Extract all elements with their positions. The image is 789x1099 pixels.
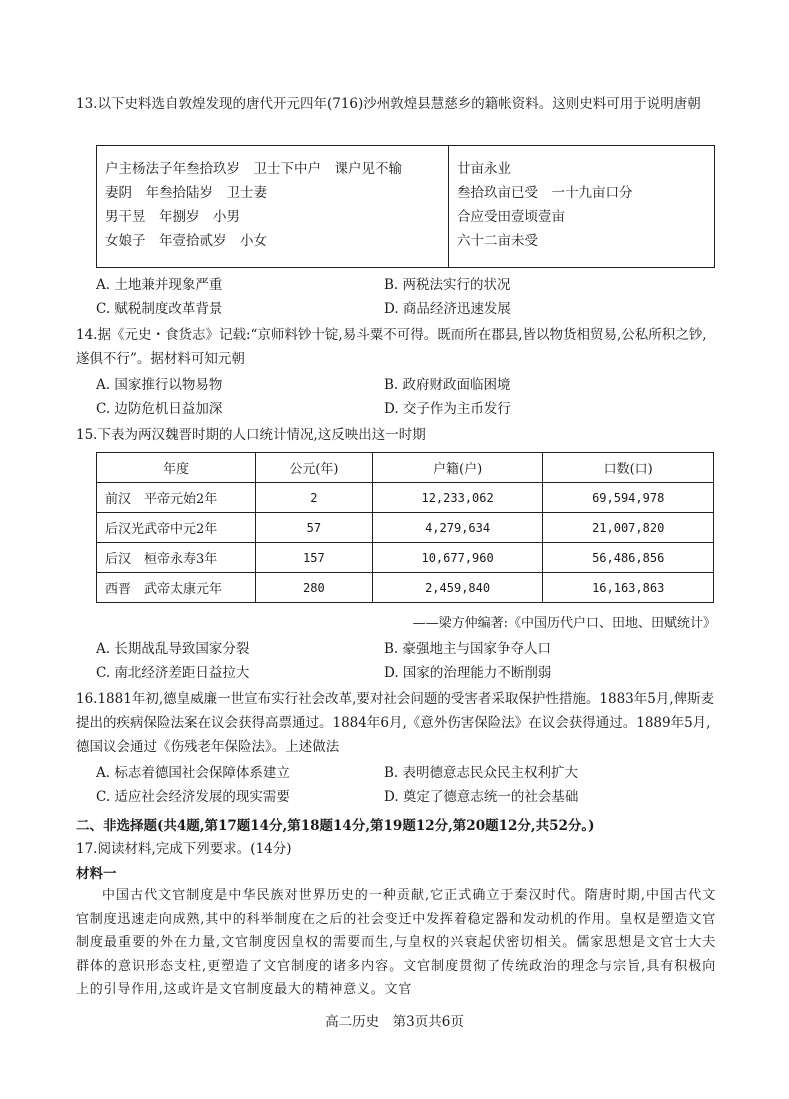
option-d[interactable]: D. 奠定了德意志统一的社会基础 bbox=[384, 789, 579, 805]
cell-households: 12,233,062 bbox=[372, 483, 543, 513]
cell-ad: 280 bbox=[256, 573, 373, 603]
option-a[interactable]: A. 国家推行以物易物 bbox=[96, 377, 223, 393]
table-row bbox=[97, 573, 714, 603]
question-14-stem: 14.据《元史・食货志》记载:“京师料钞十锭,易斗粟不可得。既而所在郡县,皆以物货相贸易,公私所积之钞,遂俱不行”。据材料可知元朝 bbox=[76, 327, 707, 367]
cell-population: 69,594,978 bbox=[543, 483, 714, 513]
option-b[interactable]: B. 政府财政面临困境 bbox=[384, 377, 511, 393]
question-15-stem: 15.下表为两汉魏晋时期的人口统计情况,这反映出这一时期 bbox=[76, 427, 426, 443]
population-table bbox=[96, 452, 714, 603]
cell-households: 4,279,634 bbox=[372, 513, 543, 543]
cell-ad: 157 bbox=[256, 543, 373, 573]
material-passage: 中国古代文官制度是中华民族对世界历史的一种贡献,它正式确立于秦汉时代。隋唐时期,中国古代文官制度迅速走向成熟,其中的科举制度在之后的社会变迁中发挥着稳定器和发动机的作用。皇权是塑造文官制度最重要的外在力量,文官制度因皇权的需要而生,与皇权的兴衰起伏密切相关。儒家思想是文官士大夫群体的意识形态支柱,更塑造了文官制度的诸多内容。文官制度贯彻了传统政治的理念与宗旨,具有积极向上的引导作用,这或许是文官制度最大的精神意义。文官 bbox=[76, 888, 716, 998]
option-d[interactable]: D. 商品经济迅速发展 bbox=[384, 301, 511, 317]
cell-population: 56,486,856 bbox=[543, 543, 714, 573]
cell-year: 西晋 武帝太康元年 bbox=[97, 573, 256, 603]
page-footer: 高二历史 第3页共6页 bbox=[325, 1014, 464, 1030]
record-line: 妻阴 年叁拾陆岁 卫士妻 bbox=[105, 185, 267, 201]
question-16-options bbox=[96, 761, 716, 809]
option-a[interactable]: A. 土地兼并现象严重 bbox=[96, 277, 223, 293]
cell-households: 2,459,840 bbox=[372, 573, 543, 603]
cell-year: 后汉 桓帝永寿3年 bbox=[97, 543, 256, 573]
option-a[interactable]: A. 标志着德国社会保障体系建立 bbox=[96, 765, 290, 781]
record-line: 叁拾玖亩已受 一十九亩口分 bbox=[457, 185, 633, 201]
option-a[interactable]: A. 长期战乱导致国家分裂 bbox=[96, 641, 250, 657]
question-13-stem: 13.以下史料选自敦煌发现的唐代开元四年(716)沙州敦煌县慧慈乡的籍帐资料。这则史料可用于说明唐朝 bbox=[76, 96, 701, 112]
option-c[interactable]: C. 赋税制度改革背景 bbox=[96, 301, 223, 317]
table-source-citation: ——梁方仲编著:《中国历代户口、田地、田赋统计》 bbox=[412, 616, 716, 631]
record-line: 户主杨法子年叁拾玖岁 卫士下中户 课户见不输 bbox=[105, 161, 402, 177]
option-b[interactable]: B. 两税法实行的状况 bbox=[384, 277, 511, 293]
record-line: 男干昱 年捌岁 小男 bbox=[105, 209, 240, 225]
land-allocation-column bbox=[449, 146, 714, 267]
table-row bbox=[97, 513, 714, 543]
question-16-stem: 16.1881年初,德皇威廉一世宣布实行社会改革,要对社会问题的受害者采取保护性措施。1883年5月,俾斯麦提出的疾病保险法案在议会获得高票通过。1884年6月,《意外伤害保险法》在议会获得通过。1889年5月,德国议会通过《伤残老年保险法》。上述做法 bbox=[76, 691, 715, 755]
option-c[interactable]: C. 边防危机日益加深 bbox=[96, 401, 223, 417]
census-record-box bbox=[96, 145, 715, 268]
option-b[interactable]: B. 表明德意志民众民主权利扩大 bbox=[384, 765, 579, 781]
material-label: 材料一 bbox=[76, 866, 117, 882]
section-heading: 二、非选择题(共4题,第17题14分,第18题14分,第19题12分,第20题12分,共52分。) bbox=[76, 818, 595, 834]
cell-year: 前汉 平帝元始2年 bbox=[97, 483, 256, 513]
household-members-column bbox=[97, 146, 449, 267]
option-b[interactable]: B. 豪强地主与国家争夺人口 bbox=[384, 641, 552, 657]
table-row bbox=[97, 543, 714, 573]
record-line: 女娘子 年壹拾贰岁 小女 bbox=[105, 233, 267, 249]
option-d[interactable]: D. 国家的治理能力不断削弱 bbox=[384, 665, 552, 681]
cell-population: 16,163,863 bbox=[543, 573, 714, 603]
record-line: 六十二亩未受 bbox=[457, 233, 538, 249]
cell-year: 后汉光武帝中元2年 bbox=[97, 513, 256, 543]
cell-population: 21,007,820 bbox=[543, 513, 714, 543]
question-13-options bbox=[96, 273, 716, 321]
table-header-row bbox=[97, 453, 714, 483]
question-15-options bbox=[96, 637, 716, 685]
header-households: 户籍(户) bbox=[372, 453, 543, 483]
table-row bbox=[97, 483, 714, 513]
header-population: 口数(口) bbox=[543, 453, 714, 483]
record-line: 廿亩永业 bbox=[457, 161, 511, 177]
cell-ad: 2 bbox=[256, 483, 373, 513]
record-line: 合应受田壹顷壹亩 bbox=[457, 209, 565, 225]
option-c[interactable]: C. 南北经济差距日益拉大 bbox=[96, 665, 250, 681]
option-c[interactable]: C. 适应社会经济发展的现实需要 bbox=[96, 789, 290, 805]
option-d[interactable]: D. 交子作为主币发行 bbox=[384, 401, 511, 417]
question-17-stem: 17.阅读材料,完成下列要求。(14分) bbox=[76, 841, 292, 857]
cell-households: 10,677,960 bbox=[372, 543, 543, 573]
header-ad: 公元(年) bbox=[256, 453, 373, 483]
question-14-options bbox=[96, 373, 716, 421]
cell-ad: 57 bbox=[256, 513, 373, 543]
header-year: 年度 bbox=[97, 453, 256, 483]
